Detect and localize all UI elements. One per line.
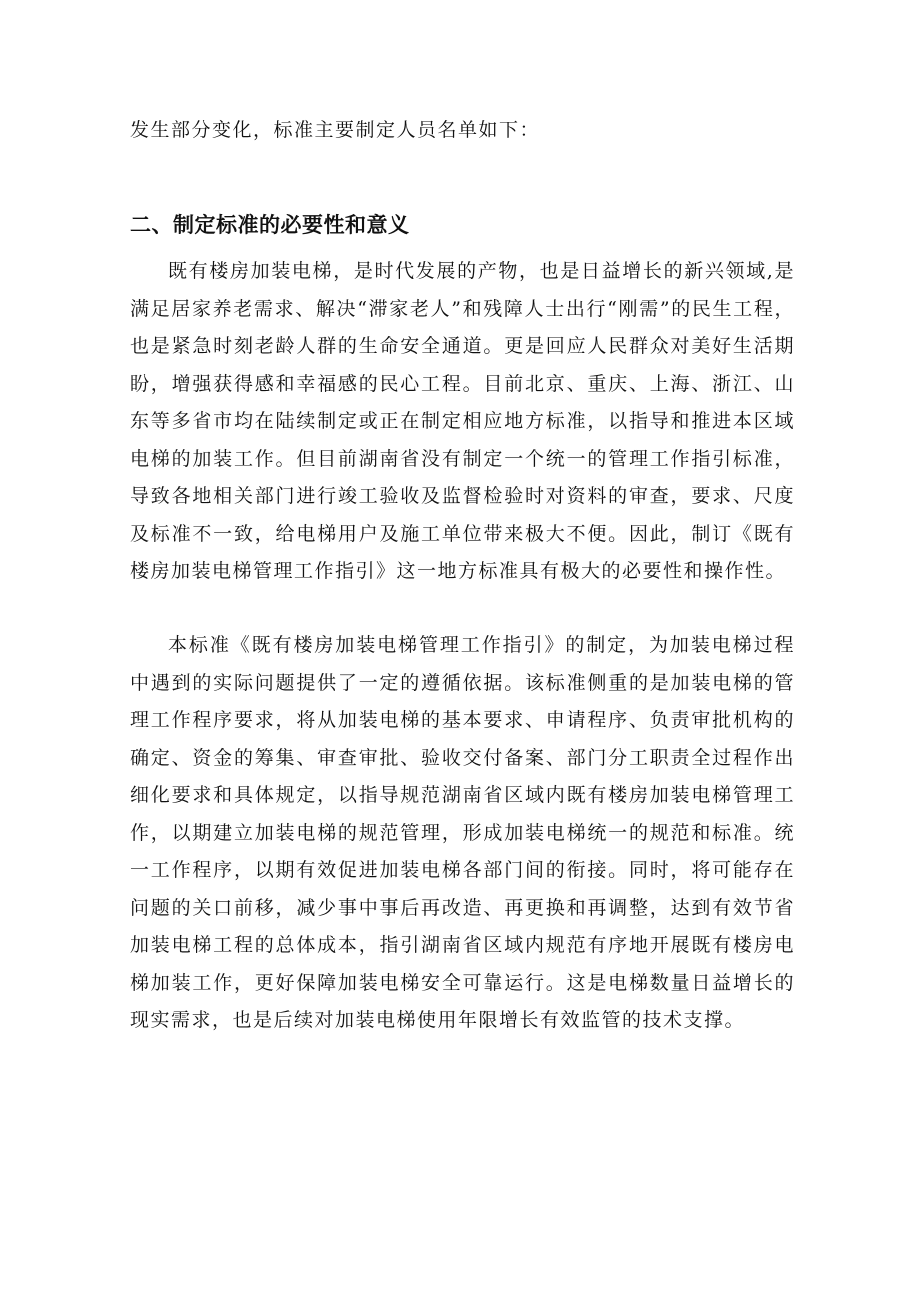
paragraph-necessity: 既有楼房加装电梯，是时代发展的产物，也是日益增长的新兴领域,是满足居家养老需求、解决“滞家老人”和残障人士出行“刚需”的民生工程，也是紧急时刻老龄人群的生命安全通道。更是回应人民群众对美好生活期盼，增强获得感和幸福感的民心工程。目前北京、重庆、上海、浙江、山东等多省市均在陆续制定或正在制定相应地方标准，以指导和推进本区域电梯的加装工作。但目前湖南省没有制定一个统一的管理工作指引标准，导致各地相关部门进行竣工验收及监督检验时对资料的审查，要求、尺度及标准不一致，给电梯用户及施工单位带来极大不便。因此，制订《既有楼房加装电梯管理工作指引》这一地方标准具有极大的必要性和操作性。 [130, 260, 795, 582]
paragraph-significance: 本标准《既有楼房加装电梯管理工作指引》的制定，为加装电梯过程中遇到的实际问题提供了一定的遵循依据。该标准侧重的是加装电梯的管理工作程序要求，将从加装电梯的基本要求、申请程序、负责审批机构的确定、资金的筹集、审查审批、验收交付备案、部门分工职责全过程作出细化要求和具体规定，以指导规范湖南省区域内既有楼房加装电梯管理工作，以期建立加装电梯的规范管理，形成加装电梯统一的规范和标准。统一工作程序，以期有效促进加装电梯各部门间的衔接。同时，将可能存在问题的关口前移，减少事中事后再改造、再更换和再调整，达到有效节省加装电梯工程的总体成本，指引湖南省区域内规范有序地开展既有楼房电梯加装工作，更好保障加装电梯安全可靠运行。这是电梯数量日益增长的现实需求，也是后续对加装电梯使用年限增长有效监管的技术支撑。 [130, 634, 795, 1031]
intro-line: 发生部分变化，标准主要制定人员名单如下： [130, 119, 541, 141]
section-heading: 二、制定标准的必要性和意义 [130, 213, 410, 237]
